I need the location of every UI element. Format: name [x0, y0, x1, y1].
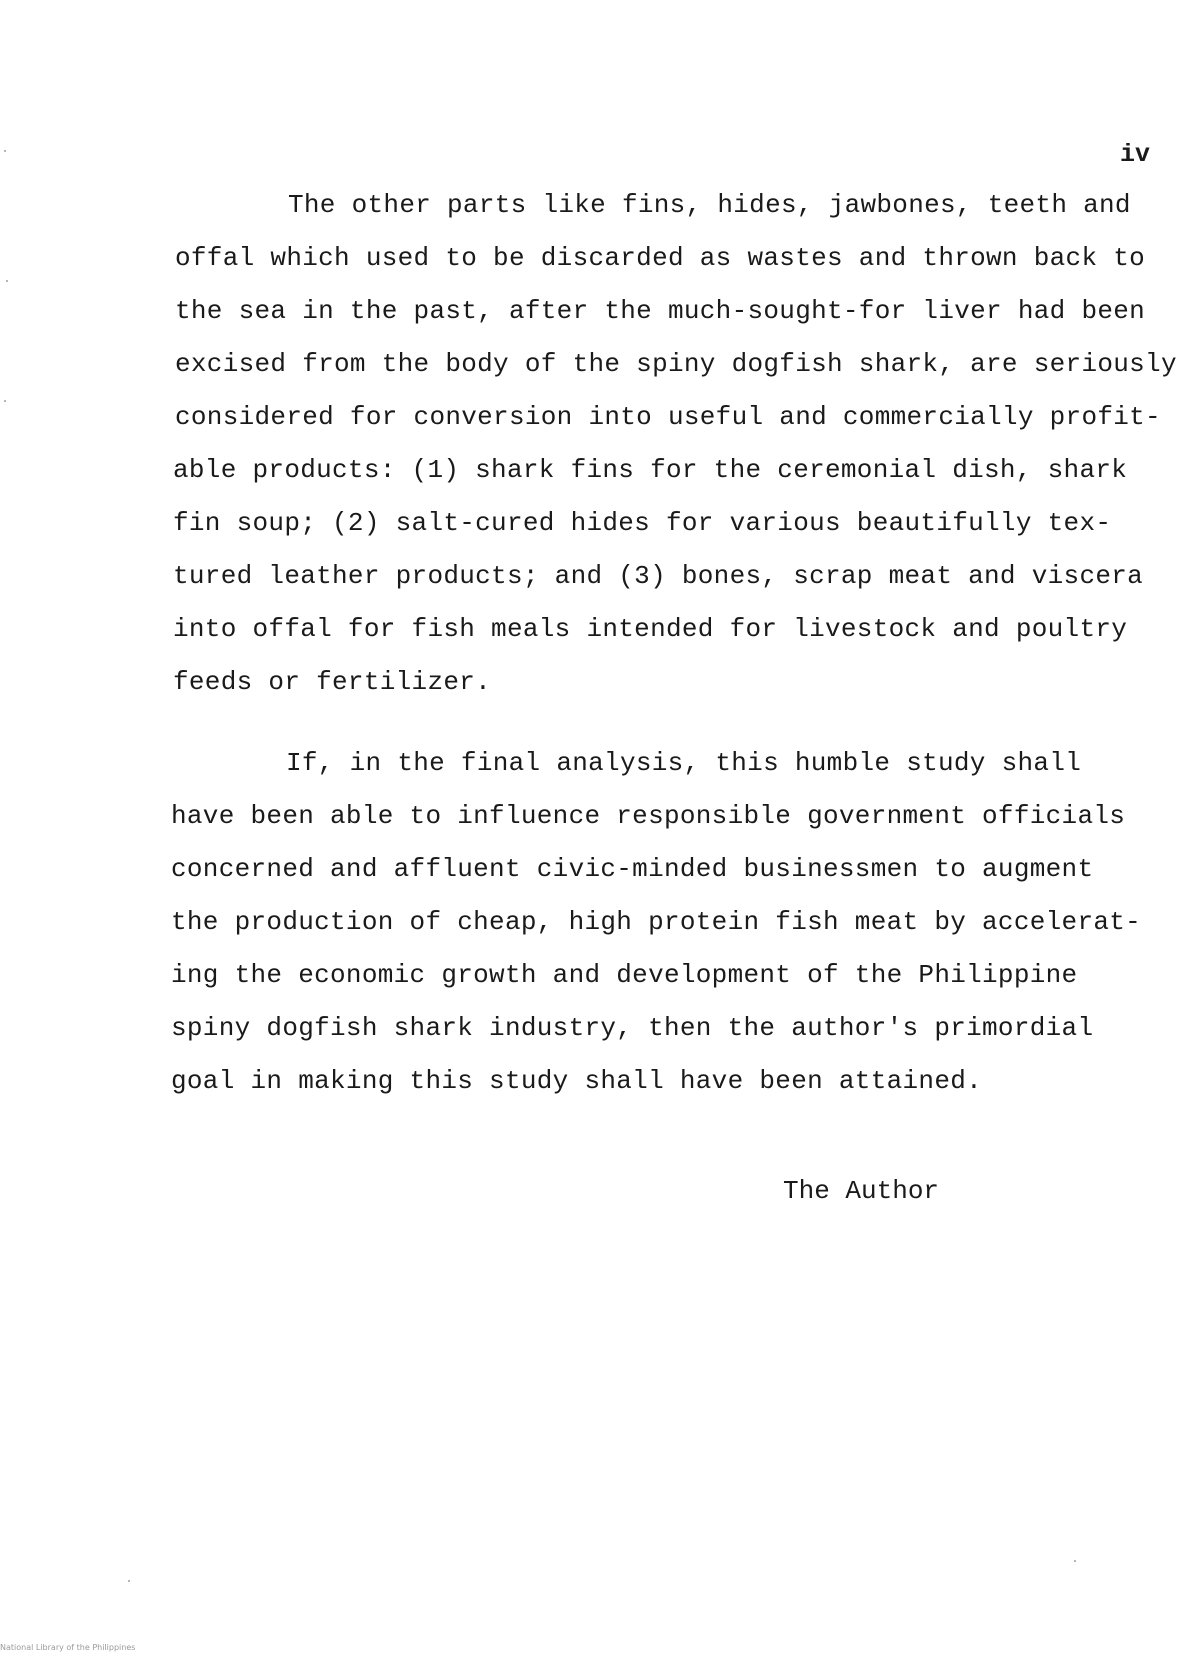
paragraph-1-line-8: tured leather products; and (3) bones, scrap meat and viscera [173, 561, 1144, 591]
paragraph-1-line-1: The other parts like fins, hides, jawbones, teeth and [288, 190, 1131, 220]
scan-speck [4, 400, 6, 402]
scan-speck [128, 1580, 130, 1582]
paragraph-2-line-3: concerned and affluent civic-minded businessmen to augment [171, 854, 1094, 884]
paragraph-1-line-7: fin soup; (2) salt-cured hides for various beautifully tex- [173, 508, 1112, 538]
paragraph-2-line-2: have been able to influence responsible government officials [171, 801, 1126, 831]
signature: The Author [783, 1176, 940, 1206]
paragraph-1-line-6: able products: (1) shark fins for the ceremonial dish, shark [173, 455, 1128, 485]
paragraph-2-line-5: ing the economic growth and development of the Philippine [171, 960, 1078, 990]
scan-speck [1074, 1560, 1076, 1562]
paragraph-2-line-4: the production of cheap, high protein fish meat by accelerat- [171, 907, 1142, 937]
footer-watermark: National Library of the Philippines [0, 1643, 136, 1652]
scan-speck [6, 280, 8, 282]
paragraph-1-line-9: into offal for fish meals intended for livestock and poultry [173, 614, 1128, 644]
paragraph-1-line-3: the sea in the past, after the much-sought-for liver had been [175, 296, 1146, 326]
paragraph-2-line-1: If, in the final analysis, this humble study shall [286, 748, 1082, 778]
paragraph-1-line-5: considered for conversion into useful and commercially profit- [175, 402, 1161, 432]
paragraph-1-line-4: excised from the body of the spiny dogfish shark, are seriously [175, 349, 1177, 379]
scan-speck [4, 150, 6, 152]
paragraph-2-line-7: goal in making this study shall have been attained. [171, 1066, 983, 1096]
paragraph-1-line-2: offal which used to be discarded as wastes and thrown back to [175, 243, 1146, 273]
paragraph-2-line-6: spiny dogfish shark industry, then the author's primordial [171, 1013, 1094, 1043]
paragraph-1-line-10: feeds or fertilizer. [173, 667, 492, 697]
page-number: iv [1120, 140, 1151, 169]
